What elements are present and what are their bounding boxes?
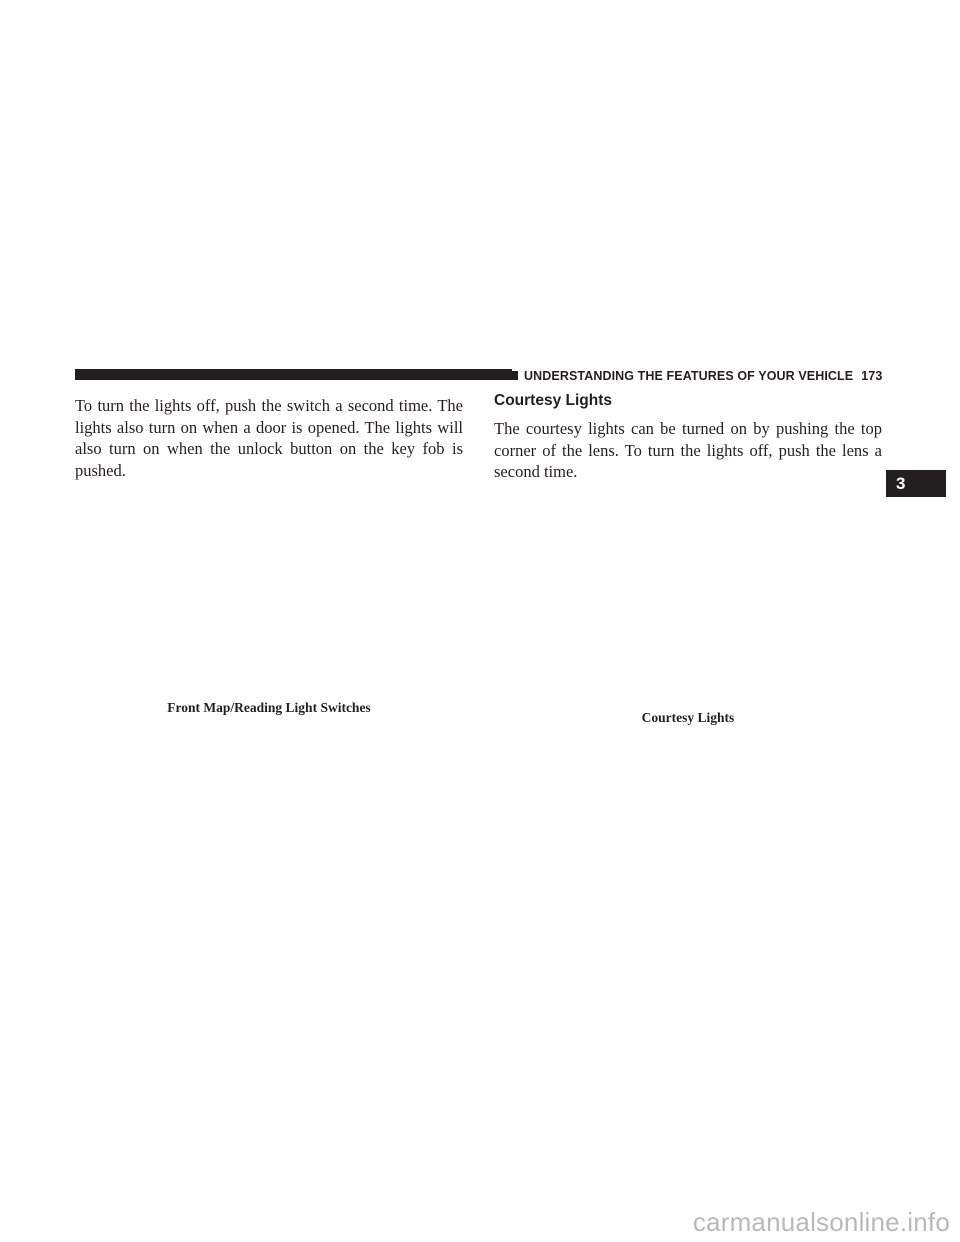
right-column bbox=[494, 418, 882, 483]
watermark: carmanualsonline.info bbox=[692, 1207, 950, 1237]
left-paragraph: To turn the lights off, push the switch a second time. The lights also turn on when a door is opened. The lights will also turn on when the unlock button on the key fob is pushed. bbox=[75, 396, 463, 480]
right-paragraph: The courtesy lights can be turned on by pushing the top corner of the lens. To turn the lights off, push the lens a second time. bbox=[494, 419, 882, 482]
left-column bbox=[75, 395, 463, 481]
header-rule-end bbox=[512, 371, 518, 380]
header-rule-bar bbox=[75, 369, 512, 380]
figure-caption-map-reading-switches: Front Map/Reading Light Switches bbox=[167, 700, 371, 715]
section-heading-courtesy-lights: Courtesy Lights bbox=[494, 392, 612, 409]
figure-caption-courtesy-lights: Courtesy Lights bbox=[641, 710, 735, 725]
page-number: 173 bbox=[861, 369, 883, 383]
chapter-tab: 3 bbox=[886, 470, 946, 497]
running-header bbox=[524, 368, 882, 384]
running-header-title: UNDERSTANDING THE FEATURES OF YOUR VEHICLE bbox=[524, 369, 854, 383]
